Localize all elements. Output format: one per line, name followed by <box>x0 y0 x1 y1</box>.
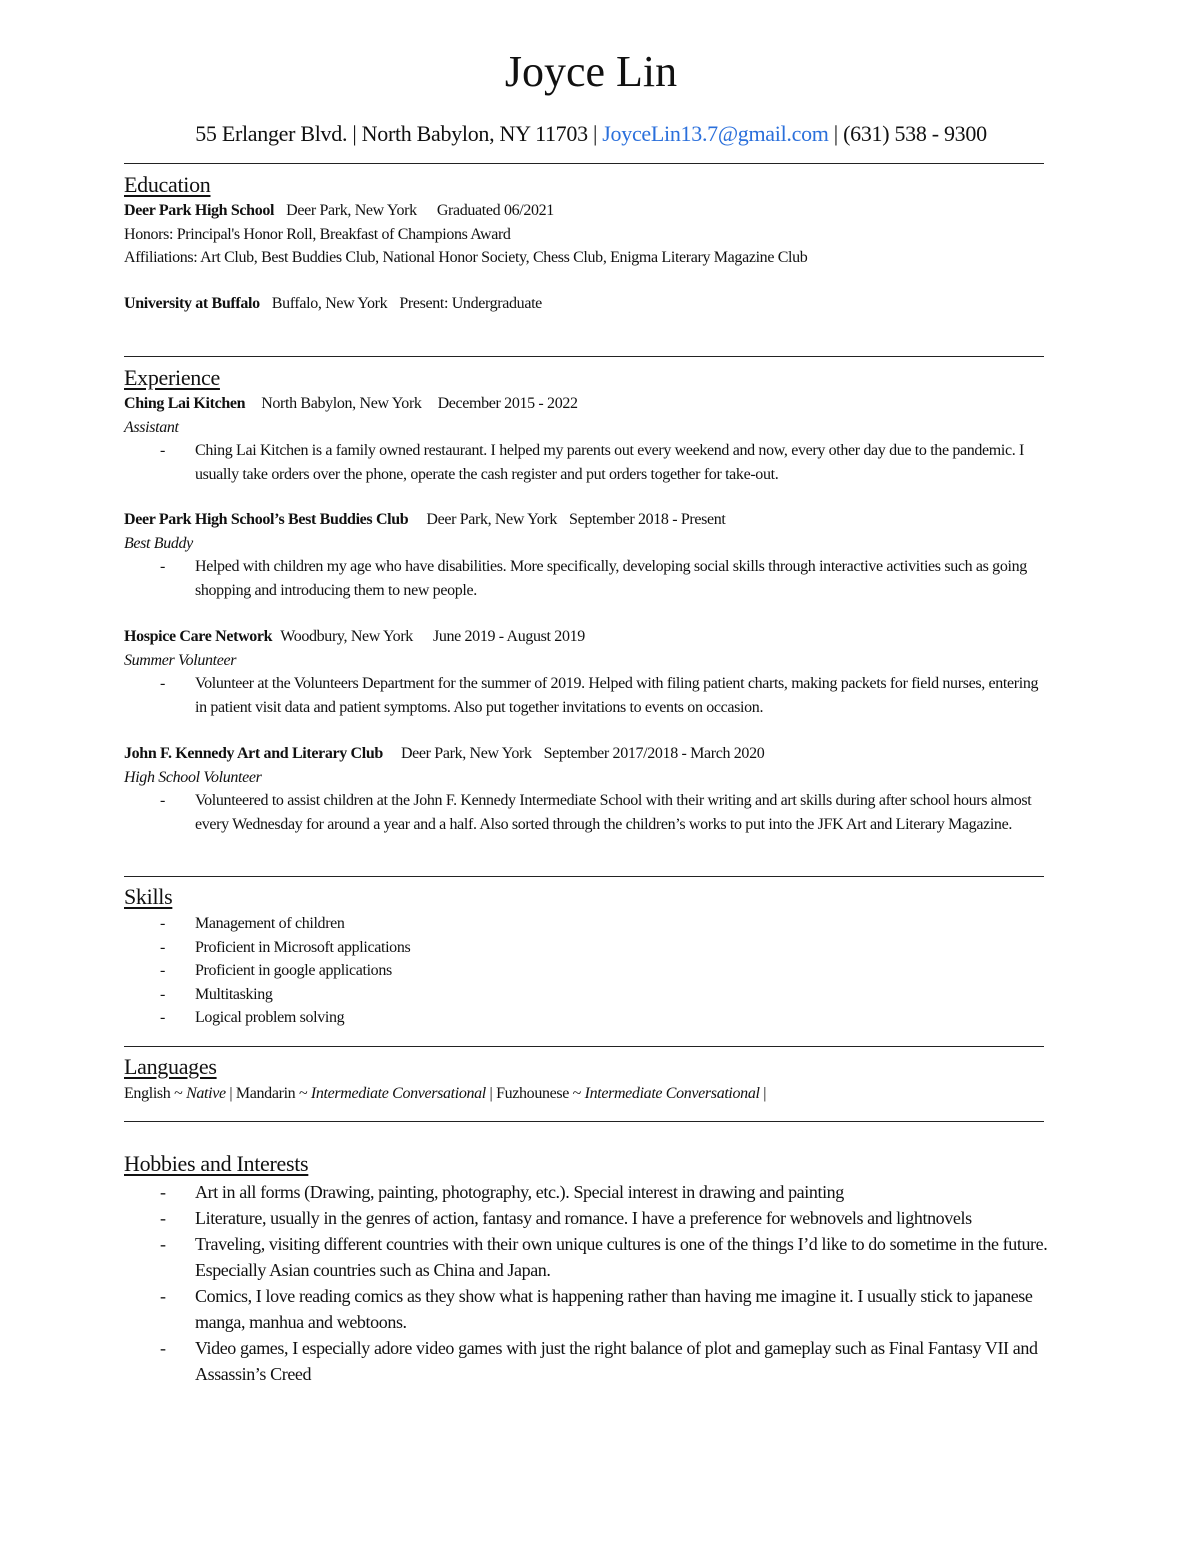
education-entry <box>124 292 1049 316</box>
hobby-item: - Art in all forms (Drawing, painting, photography, etc.). Special interest in drawing and painting <box>124 1179 1049 1205</box>
description: - Volunteer at the Volunteers Department for the summer of 2019. Helped with filing patient charts, making packets for field nurses, entering in patient visit data and patient symptoms. Also put together invitations to events on occasion. <box>124 672 1049 719</box>
language-name: Fuzhounese ~ <box>496 1085 585 1102</box>
hobby-item: - Traveling, visiting different countries with their own unique cultures is one of the things I’d like to do sometime in the future. Especially Asian countries such as China and Japan. <box>124 1231 1049 1283</box>
education-heading: Education <box>124 172 211 197</box>
honors: Honors: Principal's Honor Roll, Breakfast of Champions Award <box>124 225 511 243</box>
skill-item: - Proficient in Microsoft applications <box>124 936 1049 960</box>
separator: | <box>352 121 357 146</box>
hobby-item: - Literature, usually in the genres of action, fantasy and romance. I have a preference for webnovels and lightnovels <box>124 1205 1049 1231</box>
role: Assistant <box>124 418 179 436</box>
languages-heading: Languages <box>124 1054 217 1079</box>
org-name: John F. Kennedy Art and Literary Club <box>124 745 383 762</box>
org-location: Deer Park, New York <box>426 511 558 528</box>
school-name: University at Buffalo <box>124 295 260 312</box>
city: North Babylon, NY 11703 <box>361 121 588 146</box>
role: Summer Volunteer <box>124 651 237 669</box>
language-level: Intermediate Conversational <box>584 1085 760 1102</box>
hobbies-heading: Hobbies and Interests <box>124 1151 309 1176</box>
skill-item: - Proficient in google applications <box>124 959 1049 983</box>
education-entry <box>124 199 1049 270</box>
email-link[interactable]: JoyceLin13.7@gmail.com <box>602 121 829 146</box>
language-level: Intermediate Conversational <box>310 1085 486 1102</box>
org-name: Deer Park High School’s Best Buddies Club <box>124 511 409 528</box>
divider <box>124 356 1044 357</box>
contact-line <box>0 120 1182 148</box>
school-location: Deer Park, New York <box>286 202 417 219</box>
languages-line <box>124 1082 1049 1106</box>
experience-heading: Experience <box>124 365 220 390</box>
skills-list <box>124 912 1049 1030</box>
experience-entry <box>124 392 1049 486</box>
org-date: September 2017/2018 - March 2020 <box>543 745 765 762</box>
experience-entry <box>124 508 1049 602</box>
org-date: September 2018 - Present <box>569 511 726 528</box>
separator: | <box>833 121 838 146</box>
skills-heading: Skills <box>124 884 173 909</box>
divider <box>124 163 1044 164</box>
org-location: Woodbury, New York <box>280 628 413 645</box>
phone: (631) 538 - 9300 <box>843 121 987 146</box>
org-name: Hospice Care Network <box>124 628 273 645</box>
org-date: December 2015 - 2022 <box>437 395 578 412</box>
school-location: Buffalo, New York <box>271 295 388 312</box>
divider <box>124 1121 1044 1122</box>
hobbies-list <box>124 1179 1049 1387</box>
skill-item: - Logical problem solving <box>124 1006 1049 1030</box>
description: - Ching Lai Kitchen is a family owned restaurant. I helped my parents out every weekend and now, every other day due to the pandemic. I usually take orders over the phone, operate the cash register and put orders together for take-out. <box>124 439 1049 486</box>
address: 55 Erlanger Blvd. <box>195 121 348 146</box>
skill-item: - Management of children <box>124 912 1049 936</box>
org-name: Ching Lai Kitchen <box>124 395 246 412</box>
role: High School Volunteer <box>124 768 262 786</box>
school-name: Deer Park High School <box>124 202 275 219</box>
separator: | <box>592 121 598 146</box>
resume-name: Joyce Lin <box>504 47 678 96</box>
separator: | <box>229 1085 233 1102</box>
divider <box>124 1046 1044 1047</box>
skill-item: - Multitasking <box>124 983 1049 1007</box>
role: Best Buddy <box>124 534 193 552</box>
org-location: Deer Park, New York <box>400 745 532 762</box>
org-date: June 2019 - August 2019 <box>432 628 585 645</box>
school-date: Present: Undergraduate <box>399 295 542 312</box>
org-location: North Babylon, New York <box>261 395 422 412</box>
language-level: Native <box>186 1085 226 1102</box>
affiliations: Affiliations: Art Club, Best Buddies Club, National Honor Society, Chess Club, Enigma Literary Magazine Club <box>124 249 808 266</box>
school-date: Graduated 06/2021 <box>436 202 554 219</box>
experience-entry <box>124 742 1049 836</box>
description: - Volunteered to assist children at the John F. Kennedy Intermediate School with their writing and art skills during after school hours almost every Wednesday for around a year and a half. Also sorted through the children’s works to put into the JFK Art and Literary Magazine. <box>124 789 1049 836</box>
separator: | <box>489 1085 493 1102</box>
divider <box>124 876 1044 877</box>
hobby-item: - Comics, I love reading comics as they show what is happening rather than having me imagine it. I usually stick to japanese manga, manhua and webtoons. <box>124 1283 1049 1335</box>
separator: | <box>763 1085 767 1102</box>
hobby-item: - Video games, I especially adore video games with just the right balance of plot and gameplay such as Final Fantasy VII and Assassin’s Creed <box>124 1335 1049 1387</box>
experience-entry <box>124 625 1049 719</box>
language-name: Mandarin ~ <box>235 1085 311 1102</box>
language-name: English ~ <box>124 1085 187 1102</box>
description: - Helped with children my age who have disabilities. More specifically, developing social skills through interactive activities such as going shopping and introducing them to new people. <box>124 555 1049 602</box>
